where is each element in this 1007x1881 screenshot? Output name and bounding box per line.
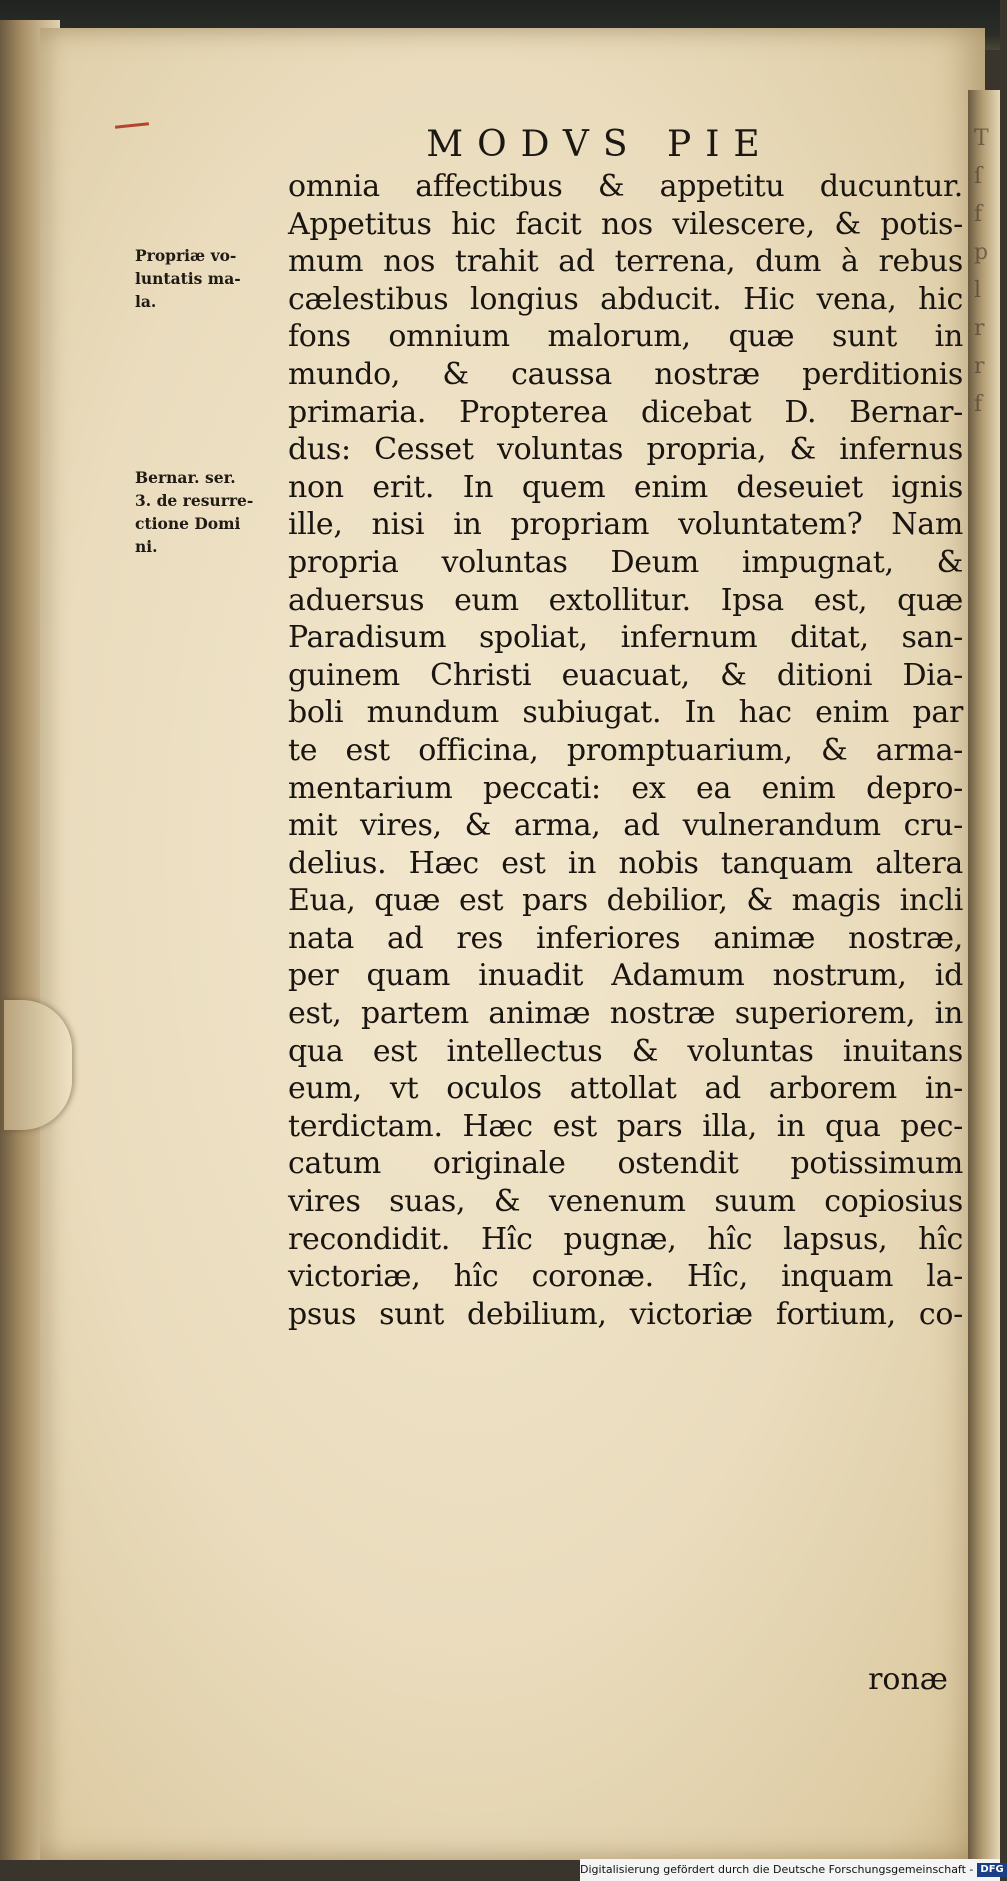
- text-line: Appetitus hic facit nos vilescere, & potis-: [288, 206, 963, 242]
- marginal-note-line: 3. de resurre-: [135, 491, 254, 510]
- text-line: mum nos trahit ad terrena, dum à rebus: [288, 244, 963, 280]
- catchword: ronæ: [868, 1662, 948, 1697]
- marginal-note-bernard: [135, 466, 300, 558]
- text-line: delius. Hæc est in nobis tanquam altera: [288, 845, 963, 881]
- text-line: victoriæ, hîc coronæ. Hîc, inquam la-: [288, 1259, 963, 1295]
- facing-page-fragments: T ſ f p l r r f: [974, 126, 989, 417]
- text-line: Paradisum spoliat, infernum ditat, san-: [288, 620, 963, 656]
- marginal-note-line: Propriæ vo-: [135, 246, 237, 265]
- marginal-note-line: ctione Domi: [135, 514, 241, 533]
- text-line: vires suas, & venenum suum copiosius: [288, 1184, 963, 1220]
- marginal-note-line: la.: [135, 292, 157, 311]
- text-line: mundo, & caussa nostræ perditionis: [288, 356, 963, 392]
- text-line: ille, nisi in propriam voluntatem? Nam: [288, 507, 963, 543]
- text-line: omnia affectibus & appetitu ducuntur.: [288, 169, 963, 204]
- text-line: cælestibus longius abducit. Hic vena, hic: [288, 281, 963, 317]
- text-line: non erit. In quem enim deseuiet ignis: [288, 469, 963, 505]
- text-line: qua est intellectus & voluntas inuitans: [288, 1033, 963, 1069]
- text-line: mit vires, & arma, ad vulnerandum cru-: [288, 808, 963, 844]
- text-line: eum, vt oculos attollat ad arborem in-: [288, 1071, 963, 1107]
- dfg-logo: DFG: [977, 1863, 1006, 1877]
- text-line: boli mundum subiugat. In hac enim par: [288, 695, 963, 731]
- text-line: dus: Cesset voluntas propria, & infernus: [288, 432, 963, 468]
- text-line: est, partem animæ nostræ superiorem, in: [288, 996, 963, 1032]
- text-line: propria voluntas Deum impugnat, &: [288, 544, 963, 580]
- text-line: Eua, quæ est pars debilior, & magis incli: [288, 883, 963, 919]
- text-line: nata ad res inferiores animæ nostræ,: [288, 920, 963, 956]
- digitization-credit: [580, 1859, 1004, 1881]
- text-line: mentarium peccati: ex ea enim depro-: [288, 770, 963, 806]
- marginal-note-line: luntatis ma-: [135, 269, 241, 288]
- text-line: catum originale ostendit potissimum: [288, 1146, 963, 1182]
- text-line: primaria. Propterea dicebat D. Bernar-: [288, 394, 963, 430]
- marginal-note-line: Bernar. ser.: [135, 468, 236, 487]
- text-line: guinem Christi euacuat, & ditioni Dia-: [288, 657, 963, 693]
- right-page-edge: [968, 90, 1000, 1860]
- text-line: aduersus eum extollitur. Ipsa est, quæ: [288, 582, 963, 618]
- text-line: psus sunt debilium, victoriæ fortium, co-: [288, 1296, 963, 1332]
- credit-text: Digitalisierung gefördert durch die Deutsche Forschungsgemeinschaft -: [580, 1863, 974, 1876]
- text-line: recondidit. Hîc pugnæ, hîc lapsus, hîc: [288, 1221, 963, 1257]
- text-line: per quam inuadit Adamum nostrum, id: [288, 958, 963, 994]
- marginal-note-line: ni.: [135, 537, 158, 556]
- main-text-block: [288, 168, 963, 1333]
- text-line: te est officina, promptuarium, & arma-: [288, 732, 963, 768]
- running-head: MODVS PIE: [426, 124, 774, 165]
- text-line: terdictam. Hæc est pars illa, in qua pec-: [288, 1108, 963, 1144]
- marginal-note-propriae: [135, 244, 300, 313]
- text-line: fons omnium malorum, quæ sunt in: [288, 319, 963, 355]
